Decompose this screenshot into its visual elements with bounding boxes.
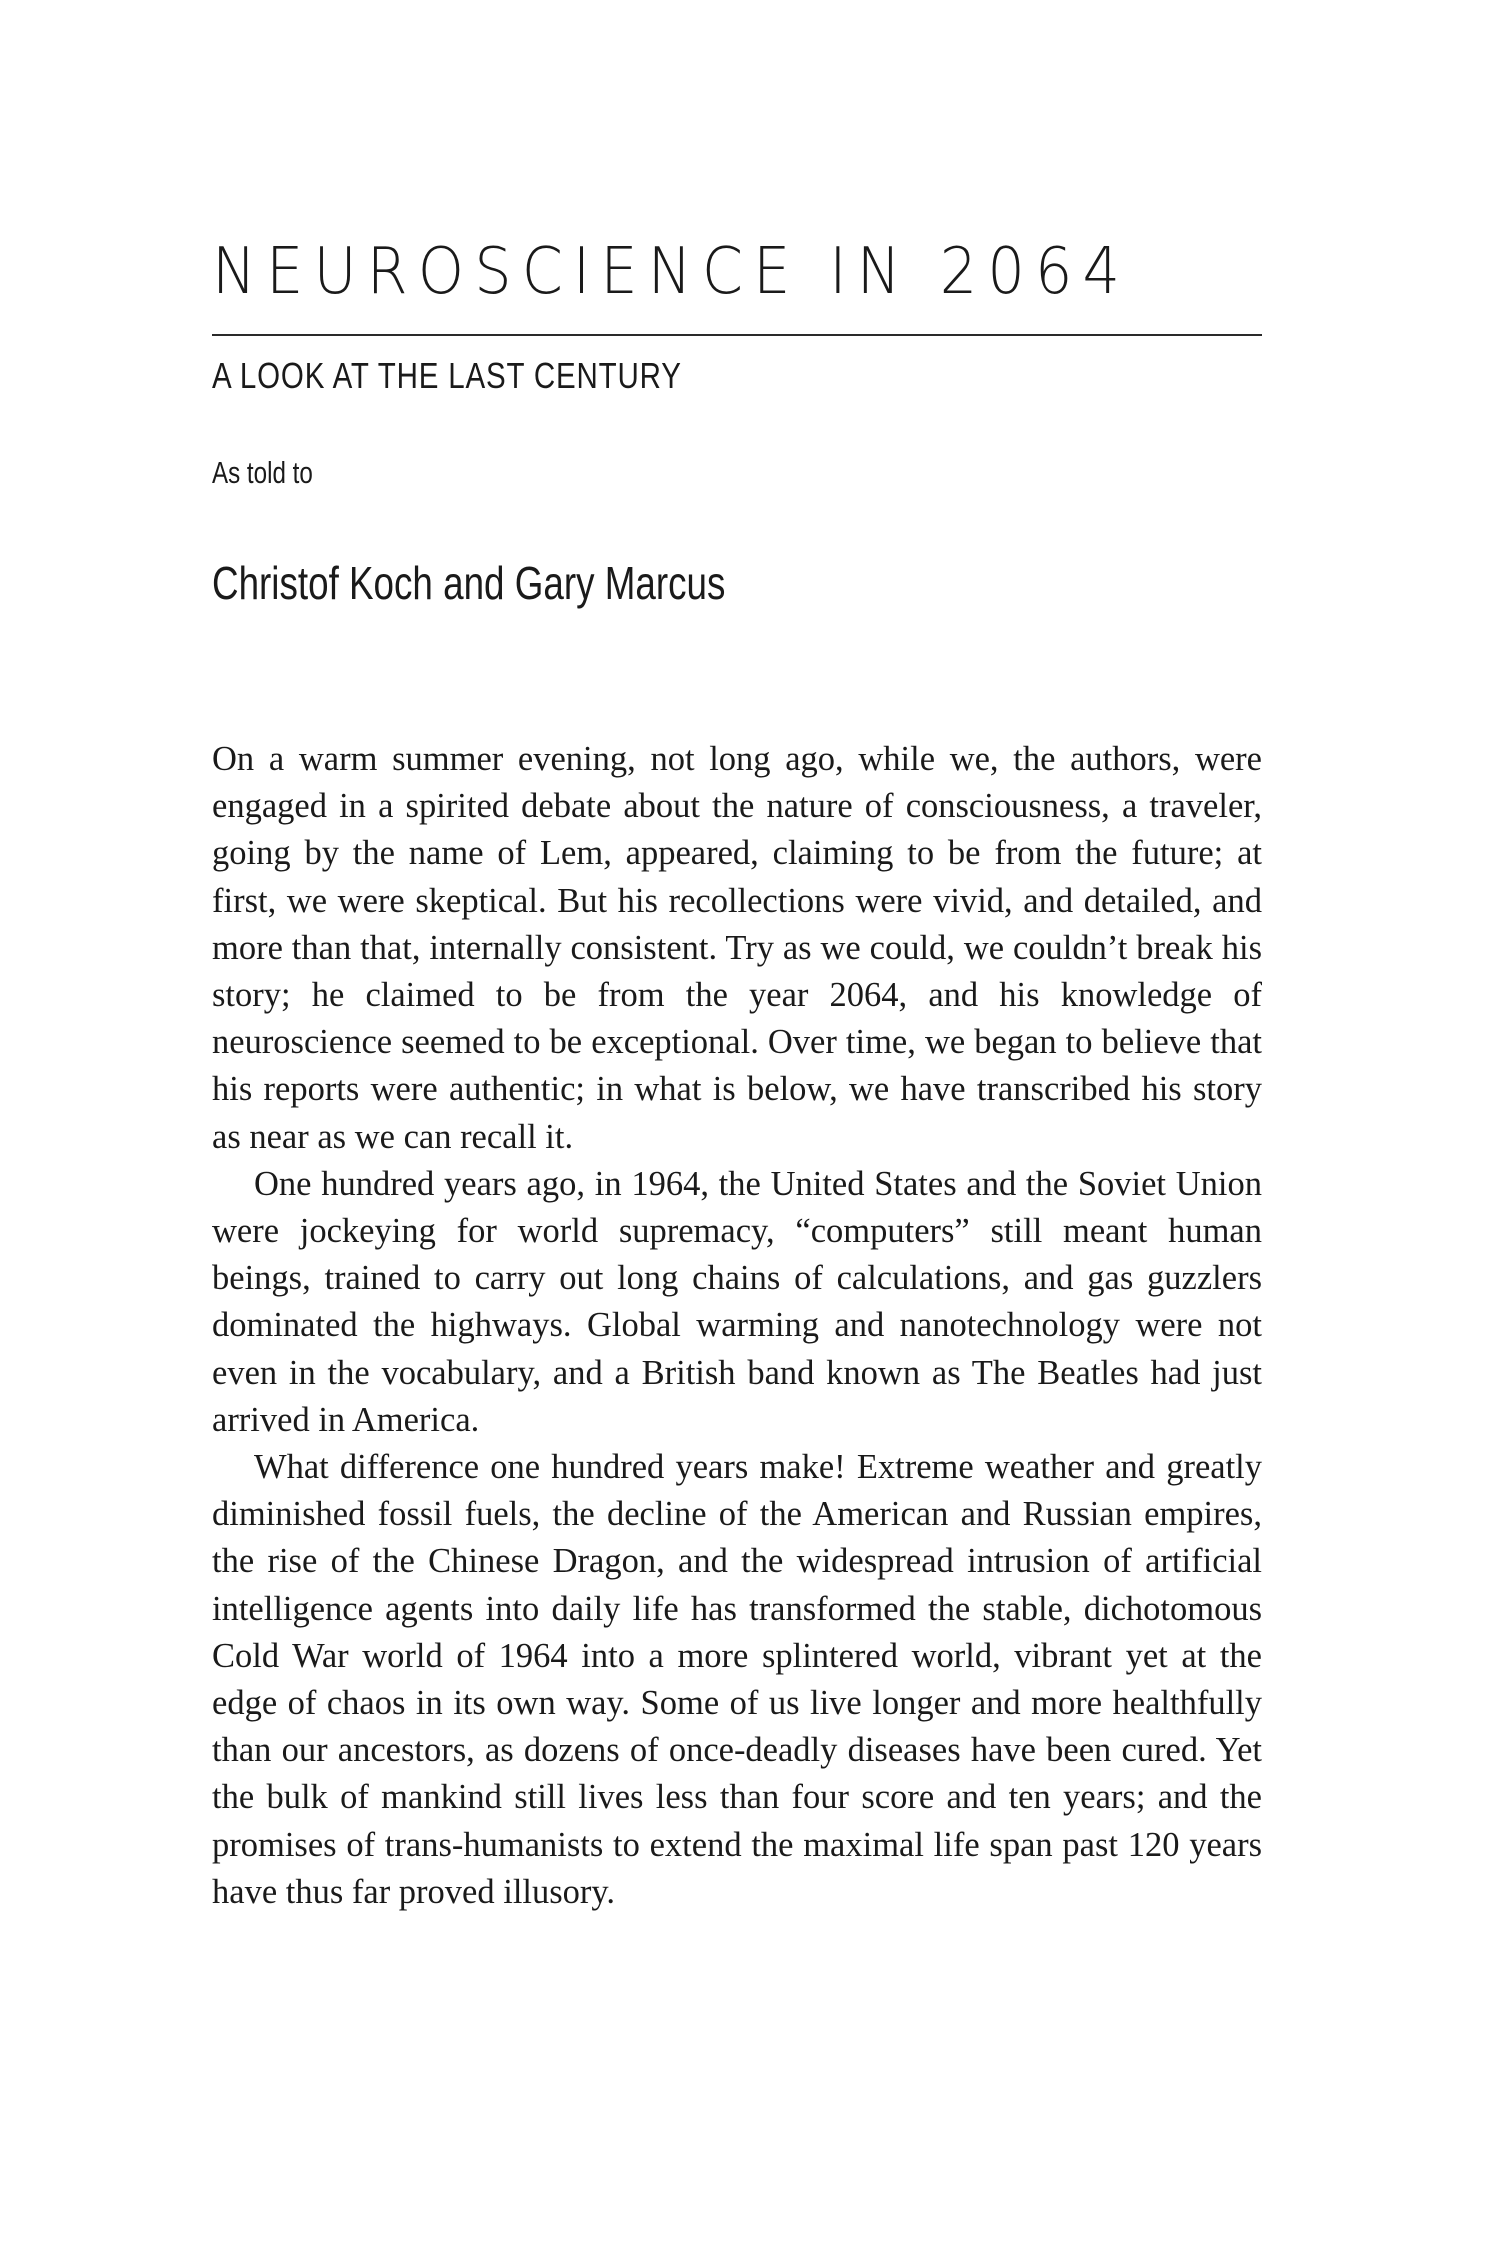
paragraph-2: One hundred years ago, in 1964, the United States and the Soviet Union were jockeying for world supremacy, “computers” still meant human beings, trained to carry out long chains of calculations, and gas guzzlers dominated the highways. Global warming and nanotechnology were not even in the vocabulary, and a British band known as The Beatles had just arrived in America. — [212, 1164, 1262, 1439]
paragraph-1: On a warm summer evening, not long ago, while we, the authors, were engaged in a spirited debate about the nature of consciousness, a traveler, going by the name of Lem, appeared, claiming to be from the future; at first, we were skeptical. But his recollections were vivid, and detailed, and more than that, internally consistent. Try as we could, we couldn’t break his story; he claimed to be from the year 2064, and his knowledge of neuroscience seemed to be exceptional. Over time, we began to believe that his reports were authentic; in what is below, we have transcribed his story as near as we can recall it. — [212, 740, 1262, 1156]
chapter-subtitle: A LOOK AT THE LAST CENTURY — [212, 355, 682, 396]
chapter-title: NEUROSCIENCE IN 2064 — [212, 235, 1131, 309]
book-page — [212, 0, 1262, 2265]
paragraph-3: What difference one hundred years make! Extreme weather and greatly diminished fossil fuels, the decline of the American and Russian empires, the rise of the Chinese Dragon, and the widespread intrusion of artificial intelligence agents into daily life has transformed the stable, dichotomous Cold War world of 1964 into a more splintered world, vibrant yet at the edge of chaos in its own way. Some of us live longer and more healthfully than our ancestors, as dozens of once-deadly diseases have been cured. Yet the bulk of mankind still lives less than four score and ten years; and the promises of trans-humanists to extend the maximal life span past 120 years have thus far proved illusory. — [212, 1448, 1262, 1911]
body-text — [212, 736, 1262, 1916]
title-divider — [212, 334, 1262, 336]
as-told-to-label: As told to — [212, 455, 313, 490]
author-names: Christof Koch and Gary Marcus — [212, 557, 726, 609]
